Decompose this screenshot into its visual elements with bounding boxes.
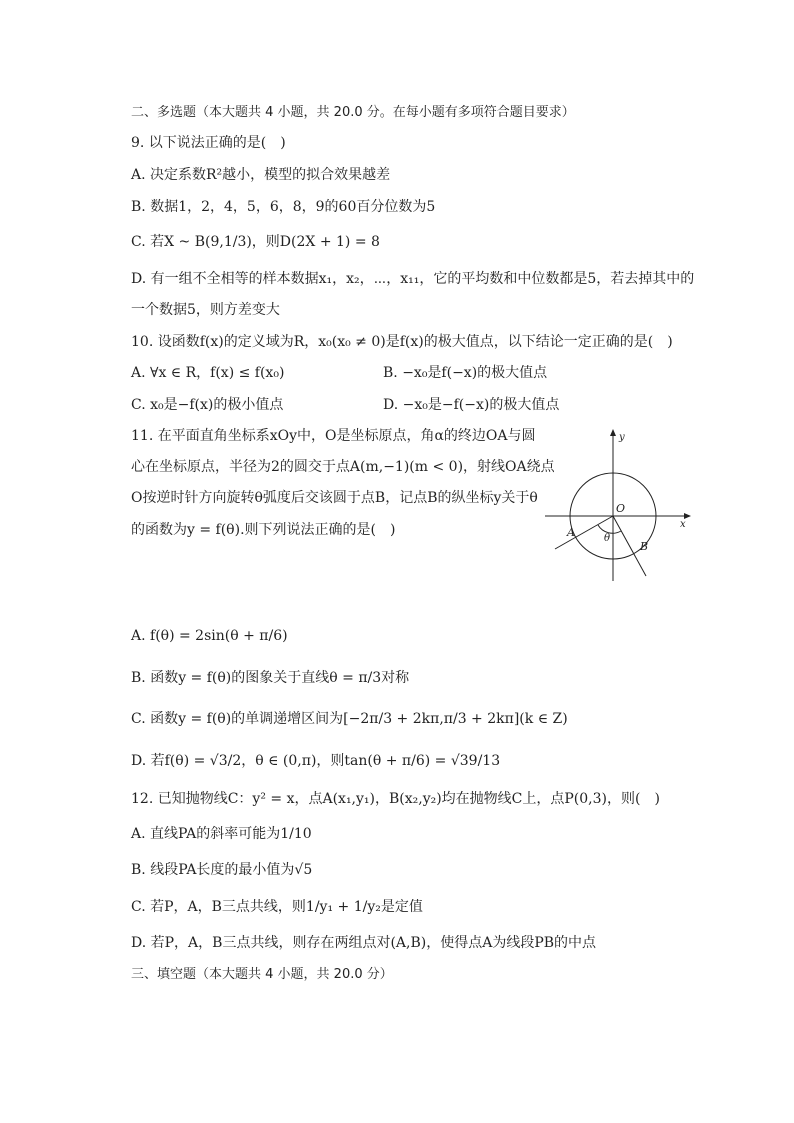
q9-option-a: A. 决定系数R²越小，模型的拟合效果越差 [131, 167, 391, 183]
unit-circle-figure [540, 426, 700, 586]
q11-option-a: A. f(θ) = 2sin(θ + π/6) [131, 628, 288, 644]
q11-option-d: D. 若f(θ) = √3/2，θ ∈ (0,π)，则tan(θ + π/6) = √39/13 [131, 753, 501, 769]
q11-stem-line2: 心在坐标原点，半径为2的圆交于点A(m,−1)(m < 0)，射线OA绕点 [131, 459, 555, 475]
label-theta: θ [604, 533, 611, 544]
q12-option-b: B. 线段PA长度的最小值为√5 [131, 862, 313, 878]
label-x: x [680, 519, 686, 530]
q10-option-b: B. −x₀是f(−x)的极大值点 [383, 365, 548, 381]
q10-option-c: C. x₀是−f(x)的极小值点 [131, 397, 284, 413]
q11-stem-line1: 11. 在平面直角坐标系xOy中，O是坐标原点，角α的终边OA与圆 [131, 428, 536, 444]
theta-arc [598, 525, 621, 533]
q10-option-a: A. ∀x ∈ R，f(x) ≤ f(x₀) [131, 365, 285, 381]
q12-option-c: C. 若P，A，B三点共线，则1/y₁ + 1/y₂是定值 [131, 899, 423, 915]
q11-stem-line3: O按逆时针方向旋转θ弧度后交该圆于点B，记点B的纵坐标y关于θ [131, 490, 538, 506]
section-3-heading: 三、填空题（本大题共 4 小题，共 20.0 分） [131, 967, 393, 982]
q10-stem: 10. 设函数f(x)的定义域为R，x₀(x₀ ≠ 0)是f(x)的极大值点，以下结论一定正确的是( ) [131, 334, 673, 350]
q9-option-d-line1: D. 有一组不全相等的样本数据x₁，x₂，⋯，x₁₁，它的平均数和中位数都是5，若去掉其中的 [131, 271, 695, 287]
label-a: A [567, 526, 575, 539]
section-2-heading: 二、多选题（本大题共 4 小题，共 20.0 分。在每小题有多项符合题目要求） [131, 105, 575, 120]
y-axis-arrow [610, 429, 616, 436]
q12-option-a: A. 直线PA的斜率可能为1/10 [131, 826, 312, 842]
label-y: y [619, 432, 625, 443]
q10-option-d: D. −x₀是−f(−x)的极大值点 [383, 397, 560, 413]
label-o: O [616, 502, 626, 515]
label-b: B [640, 540, 649, 553]
q11-option-c: C. 函数y = f(θ)的单调递增区间为[−2π/3 + 2kπ,π/3 + 2kπ](k ∈ Z) [131, 711, 568, 727]
q9-option-c: C. 若X ~ B(9,1/3)，则D(2X + 1) = 8 [131, 234, 380, 250]
q9-option-b: B. 数据1，2，4，5，6，8，9的60百分位数为5 [131, 199, 436, 215]
q9-option-d-line2: 一个数据5，则方差变大 [131, 302, 280, 318]
q12-stem: 12. 已知抛物线C：y² = x，点A(x₁,y₁)，B(x₂,y₂)均在抛物线C上，点P(0,3)，则( ) [131, 791, 660, 807]
q11-option-b: B. 函数y = f(θ)的图象关于直线θ = π/3对称 [131, 670, 410, 686]
q9-stem: 9. 以下说法正确的是( ) [131, 135, 286, 151]
q11-stem-line4: 的函数为y = f(θ).则下列说法正确的是( ) [131, 522, 396, 538]
q12-option-d: D. 若P，A，B三点共线，则存在两组点对(A,B)，使得点A为线段PB的中点 [131, 935, 597, 951]
